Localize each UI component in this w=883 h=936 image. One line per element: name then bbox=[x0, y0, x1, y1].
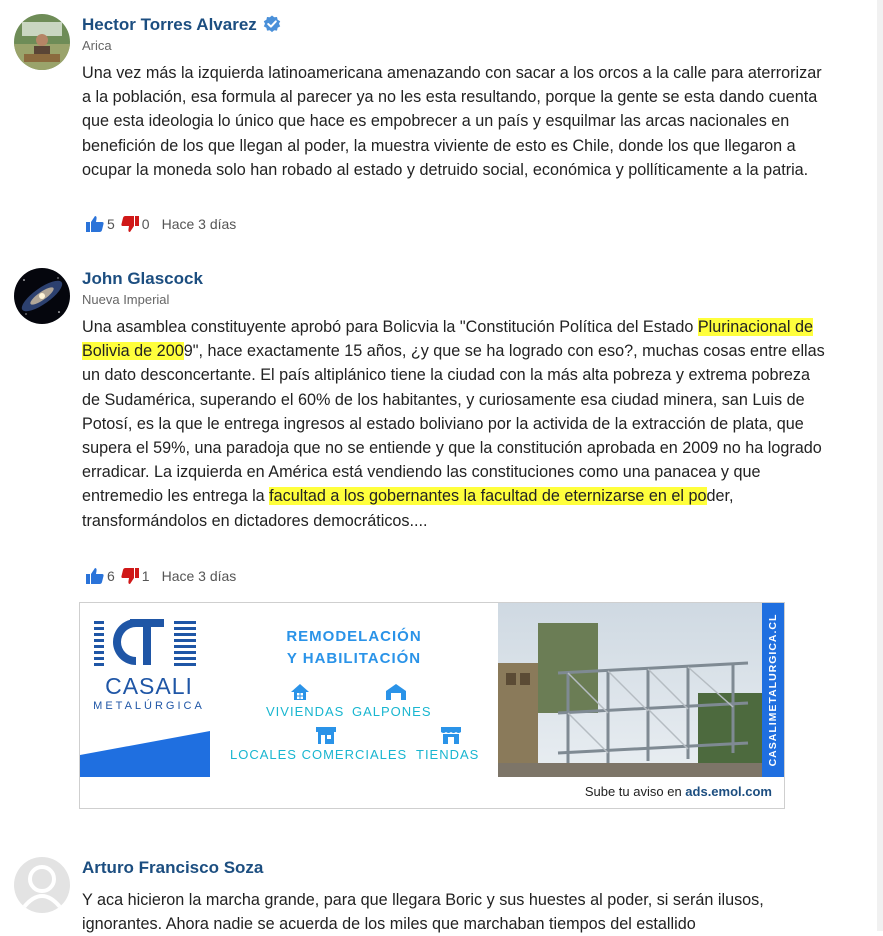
ad-title: Y HABILITACIÓN bbox=[286, 650, 422, 667]
comment-text: Una vez más la izquierda latinoamericana amenazando con sacar a los orcos a la calle para aterrorizar a la población, esa formula al parecer ya no les esta resultando, porque la gente se esta dando cuenta que esta ideologia lo único que hace es empobrecer a un país y esquilmar las arcas nacionales en benefición de los que llegan al poder, la muestra viviente de esto es Chile, donde los que llegaron a ocupar la moneda solo han robado al estado y detruido social, económica y pollíticamente a la patria. bbox=[82, 64, 822, 179]
highlighted-text: Plurinacional de Bolivia de 200 bbox=[82, 318, 814, 361]
thumbs-up-icon[interactable] bbox=[86, 216, 104, 232]
author-name[interactable]: Arturo Francisco Soza bbox=[82, 858, 264, 877]
ad-side-url bbox=[762, 603, 784, 777]
likes-count: 6 bbox=[107, 568, 115, 584]
ad-banner[interactable] bbox=[80, 603, 784, 777]
ad-item: TIENDAS bbox=[416, 747, 480, 762]
comment-text-segment: der, transformándolos en dictadores democráticos.... bbox=[82, 487, 734, 530]
verified-badge-icon bbox=[263, 15, 281, 33]
likes-count: 5 bbox=[107, 216, 115, 232]
comment-text-segment: 9", hace exactamente 15 años, ¿y que se ha logrado con eso?, muchas cosas entre ellas un dato desconcertante. El país altiplánico tiene la ciudad con la más alta pobreza y extrema pobreza de Sudamérica, superando el 60% de los habitantes, y curiosamente esa ciudad minera, san Luis de Potosí, es la que le entrega ingresos al estado boliviano por la activida de la extracción de plata, que supera el 59%, una paradoja que no se entiende y que la constitución aprobada en 2009 no ha logrado erradicar. La izquierda en América está vendiendo las constituciones como una panacea y que entremedio les entrega la bbox=[82, 342, 825, 506]
ad-item: VIVIENDAS bbox=[266, 704, 345, 719]
comment-timestamp: Hace 3 días bbox=[161, 216, 237, 232]
comment-text-segment: Una asamblea constituyente aprobó para Bolicvia la "Constitución Política del Estado bbox=[82, 318, 698, 336]
ad-footer-link[interactable]: ads.emol.com bbox=[685, 784, 772, 799]
ad-side-url-text: CASALIMETALURGICA.CL bbox=[767, 613, 779, 767]
author-name[interactable]: John Glascock bbox=[82, 269, 203, 288]
ad-brand-name: CASALI bbox=[105, 673, 193, 699]
house-icon bbox=[290, 683, 310, 706]
advertisement bbox=[79, 602, 785, 809]
comment-text: Y aca hicieron la marcha grande, para que llegara Boric y sus huestes al poder, si serán ilusos, ignorantes. Ahora nadie se acuerda de los miles que marchaban tiempos del estallido bbox=[82, 891, 764, 934]
dislikes-count: 0 bbox=[141, 216, 150, 232]
ad-brand-block bbox=[80, 603, 210, 777]
thumbs-up-icon[interactable] bbox=[86, 568, 104, 584]
ad-footer-text: Sube tu aviso en bbox=[584, 784, 686, 799]
ad-item: LOCALES COMERCIALES bbox=[230, 747, 408, 762]
scrollbar[interactable] bbox=[877, 0, 883, 931]
author-name[interactable] bbox=[82, 15, 281, 35]
ad-brand-subtitle: METALÚRGICA bbox=[93, 700, 205, 712]
comment-actions bbox=[86, 216, 236, 232]
avatar[interactable] bbox=[14, 14, 70, 70]
highlighted-text: facultad a los gobernantes la facultad de eternizarse en el po bbox=[269, 487, 707, 506]
default-avatar-icon bbox=[14, 857, 70, 913]
thumbs-down-icon[interactable] bbox=[121, 568, 139, 584]
comment-actions bbox=[86, 568, 236, 584]
comment-text bbox=[82, 315, 827, 533]
ad-title: REMODELACIÓN bbox=[286, 628, 422, 645]
avatar[interactable] bbox=[14, 268, 70, 324]
comment-timestamp: Hace 3 días bbox=[161, 568, 237, 584]
author-location: Nueva Imperial bbox=[82, 292, 170, 307]
avatar[interactable] bbox=[14, 857, 70, 913]
ad-services bbox=[210, 603, 498, 777]
ad-construction-photo bbox=[498, 603, 762, 777]
author-name-text[interactable]: Hector Torres Alvarez bbox=[82, 15, 257, 34]
ad-item: GALPONES bbox=[352, 704, 432, 719]
warehouse-icon bbox=[385, 683, 407, 706]
author-location: Arica bbox=[82, 38, 112, 53]
dislikes-count: 1 bbox=[141, 568, 150, 584]
ad-footer bbox=[80, 777, 784, 807]
thumbs-down-icon[interactable] bbox=[121, 216, 139, 232]
